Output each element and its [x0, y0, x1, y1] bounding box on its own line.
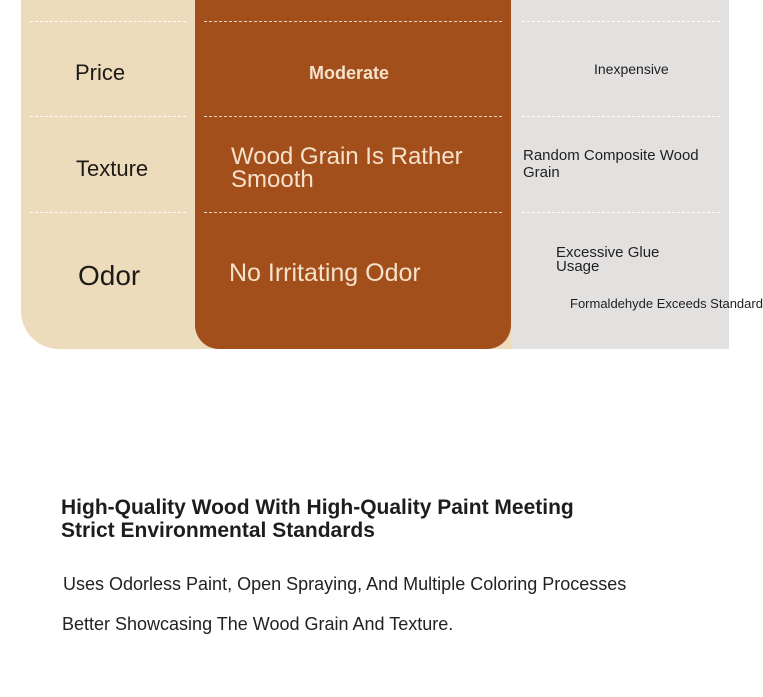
row-label-texture: Texture	[76, 156, 149, 181]
others-texture-value: Random Composite Wood Grain	[523, 147, 699, 181]
row-label-odor: Odor	[78, 260, 141, 291]
row-divider	[204, 21, 502, 22]
row-divider	[522, 116, 720, 117]
others-odor-value: Excessive Glue Usage	[556, 244, 660, 275]
feature-heading: High-Quality Wood With High-Quality Paint Meeting Strict Environmental Standards	[61, 496, 574, 542]
row-divider	[522, 21, 720, 22]
others-odor-value-secondary: Formaldehyde Exceeds Standard	[570, 296, 763, 311]
feature-paragraph: Uses Odorless Paint, Open Spraying, And Multiple Coloring Processes	[63, 574, 627, 594]
row-divider	[30, 21, 186, 22]
row-divider	[204, 116, 502, 117]
others-price-value: Inexpensive	[594, 61, 669, 77]
ours-price-value: Moderate	[309, 63, 390, 83]
comparison-table	[21, 0, 763, 349]
ours-odor-value: No Irritating Odor	[229, 259, 421, 287]
row-divider	[30, 116, 186, 117]
ours-texture-value: Wood Grain Is Rather Smooth	[231, 143, 463, 193]
row-divider	[522, 212, 720, 213]
row-label-price: Price	[75, 60, 126, 85]
feature-paragraph: Better Showcasing The Wood Grain And Texture.	[62, 614, 454, 634]
row-divider	[204, 212, 502, 213]
row-divider	[30, 212, 186, 213]
